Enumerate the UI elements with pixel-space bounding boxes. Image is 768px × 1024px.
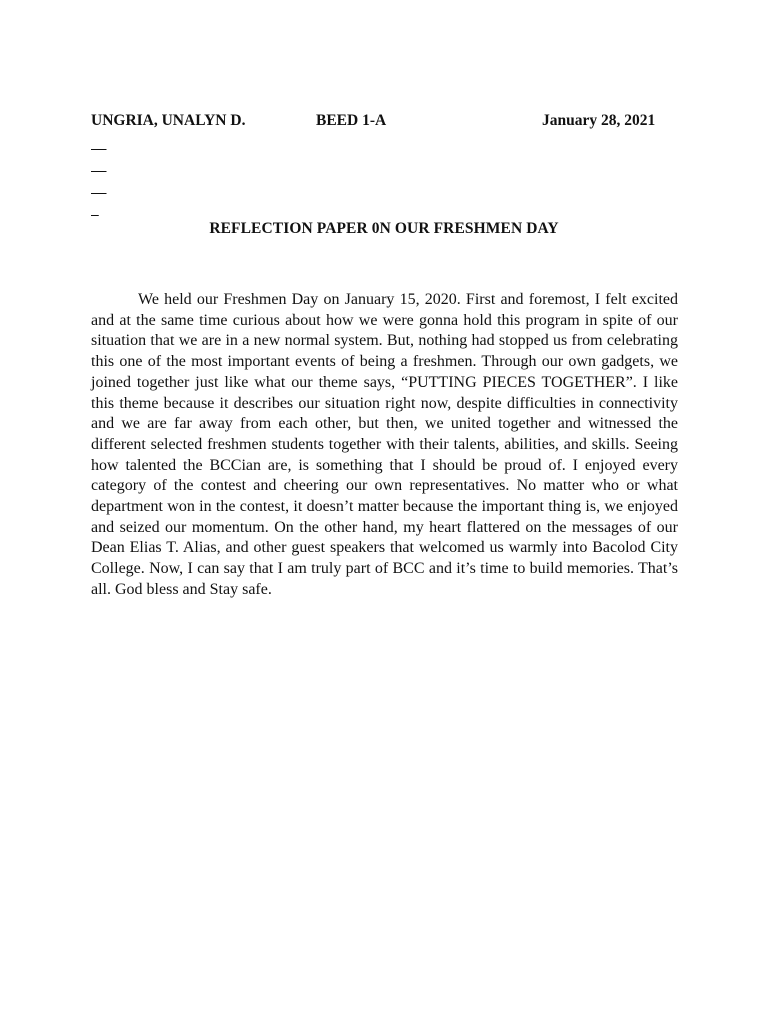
course-section: BEED 1-A	[316, 112, 387, 129]
header-line	[91, 110, 671, 132]
document-title: REFLECTION PAPER 0N OUR FRESHMEN DAY	[209, 220, 559, 237]
student-name: UNGRIA, UNALYN D.	[91, 112, 246, 129]
body-paragraph: We held our Freshmen Day on January 15, 2020. First and foremost, I felt excited and at the same time curious about how we were gonna hold this program in spite of our situation that we are in a new normal system. But, nothing had stopped us from celebrating this one of the most important events of being a freshmen. Through our own gadgets, we joined together just like what our theme says, “PUTTING PIECES TOGETHER”. I like this theme because it describes our situation right now, despite difficulties in connectivity and we are far away from each other, but then, we united together and witnessed the different selected freshmen students together with their talents, abilities, and skills. Seeing how talented the BCCian are, is something that I should be proud of. I enjoyed every category of the contest and cheering our own representatives. No matter who or what department won in the contest, it doesn’t matter because the important thing is, we enjoyed and seized our momentum. On the other hand, my heart flattered on the messages of our Dean Elias T. Alias, and other guest speakers that welcomed us warmly into Bacolod City College. Now, I can say that I am truly part of BCC and it’s time to build memories. That’s all. God bless and Stay safe.	[91, 291, 678, 598]
document-date: January 28, 2021	[542, 112, 656, 129]
